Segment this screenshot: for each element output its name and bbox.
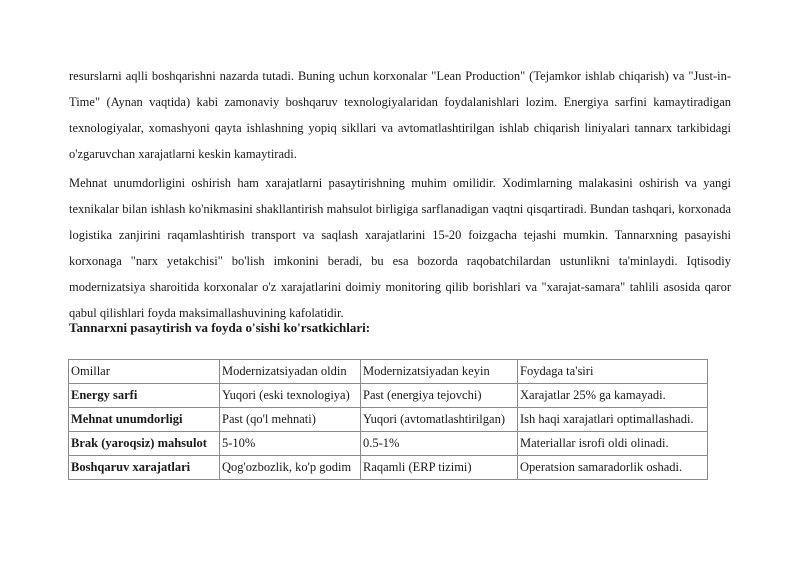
indicators-table (68, 359, 708, 480)
table-cell: Ish haqi xarajatlari optimallashadi. (518, 408, 708, 432)
table-cell: Past (qo'l mehnati) (220, 408, 361, 432)
table-cell: Materiallar isrofi oldi olinadi. (518, 432, 708, 456)
header-cell: Foydaga ta'siri (518, 360, 708, 384)
table-heading: Tannarxni pasaytirish va foyda o'sishi ko'rsatkichlari: (69, 320, 371, 335)
table-cell: Yuqori (eski texnologiya) (220, 384, 361, 408)
table-row (69, 408, 708, 432)
row-label: Energy sarfi (69, 384, 220, 408)
paragraph-1: resurslarni aqlli boshqarishni nazarda tutadi. Buning uchun korxonalar "Lean Production" (Tejamkor ishlab chiqarish) va "Just-in-Time" (Aynan vaqtida) kabi zamonaviy boshqaruv texnologiyalaridan foydalanishlari lozim. Energiya sarfini kamaytiradigan texnologiyalar, xomashyoni qayta ishlashning yopiq sikllari va avtomatlashtirilgan ishlab chiqarish liniyalari tannarx tarkibidagi o'zgaruvchan xarajatlarni keskin kamaytiradi. (69, 69, 731, 161)
table-cell: Xarajatlar 25% ga kamayadi. (518, 384, 708, 408)
table-cell: Past (energiya tejovchi) (361, 384, 518, 408)
table-row (69, 384, 708, 408)
table-cell: 5-10% (220, 432, 361, 456)
table-cell: Raqamli (ERP tizimi) (361, 456, 518, 480)
table-row (69, 432, 708, 456)
row-label: Boshqaruv xarajatlari (69, 456, 220, 480)
row-label: Mehnat unumdorligi (69, 408, 220, 432)
header-cell: Modernizatsiyadan oldin (220, 360, 361, 384)
table-row (69, 456, 708, 480)
row-label: Brak (yaroqsiz) mahsulot (69, 432, 220, 456)
table-cell: 0.5-1% (361, 432, 518, 456)
table-cell: Yuqori (avtomatlashtirilgan) (361, 408, 518, 432)
header-cell: Omillar (69, 360, 220, 384)
table-cell: Operatsion samaradorlik oshadi. (518, 456, 708, 480)
paragraph-2: Mehnat unumdorligini oshirish ham xarajatlarni pasaytirishning muhim omilidir. Xodimlarning malakasini oshirish va yangi texnikalar bilan ishlash ko'nikmasini shakllantirish mahsulot birligiga sarflanadigan vaqtni qisqartiradi. Bundan tashqari, korxonada logistika zanjirini raqamlashtirish transport va saqlash xarajatlarini 15-20 foizgacha tejashi mumkin. Tannarxning pasayishi korxonaga "narx yetakchisi" bo'lish imkonini beradi, bu esa bozorda raqobatchilardan ustunlikni ta'minlaydi. Iqtisodiy modernizatsiya sharoitida korxonalar o'z xarajatlarini doimiy monitoring qilib borishlari va "xarajat-samara" tahlili asosida qaror qabul qilishlari foyda maksimallashuvining kafolatidir. (69, 176, 731, 320)
header-cell: Modernizatsiyadan keyin (361, 360, 518, 384)
table-cell: Qog'ozbozlik, ko'p godim (220, 456, 361, 480)
table-header-row (69, 360, 708, 384)
